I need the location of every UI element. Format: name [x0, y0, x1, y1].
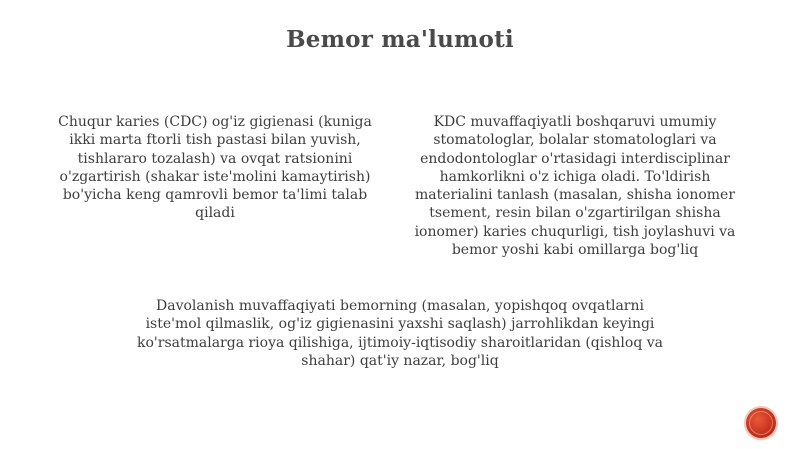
slide-title: Bemor ma'lumoti: [286, 26, 514, 53]
paragraph-treatment-success: Davolanish muvaffaqiyati bemorning (masalan, yopishqoq ovqatlarni iste'mol qilmaslik, og'iz gigienasini yaxshi saqlash) jarrohlikdan keyingi ko'rsatmalarga rioya qilishiga, ijtimoiy-iqtisodiy sharoitlaridan (qishloq va shahar) qat'iy nazar, bog'liq: [136, 298, 663, 369]
next-slide-button[interactable]: [746, 408, 776, 438]
paragraph-patient-education: Chuqur karies (CDC) og'iz gigienasi (kuniga ikki marta ftorli tish pastasi bilan yuvish, tishlararo tozalash) va ovqat ratsionini o'zgartirish (shakar iste'molini kamaytirish) bo'yicha keng qamrovli bemor ta'limi talab qiladi: [58, 114, 372, 222]
circle-nav-icon: [749, 411, 773, 435]
paragraph-interdisciplinary: KDC muvaffaqiyatli boshqaruvi umumiy stomatologlar, bolalar stomatologlari va endodontologlar o'rtasidagi interdisciplinar hamkorlikni o'z ichiga oladi. To'ldirish materialini tanlash (masalan, shisha ionomer tsement, resin bilan o'zgartirilgan shisha ionomer) karies chuqurligi, tish joylashuvi va bemor yoshi kabi omillarga bog'liq: [414, 114, 736, 259]
